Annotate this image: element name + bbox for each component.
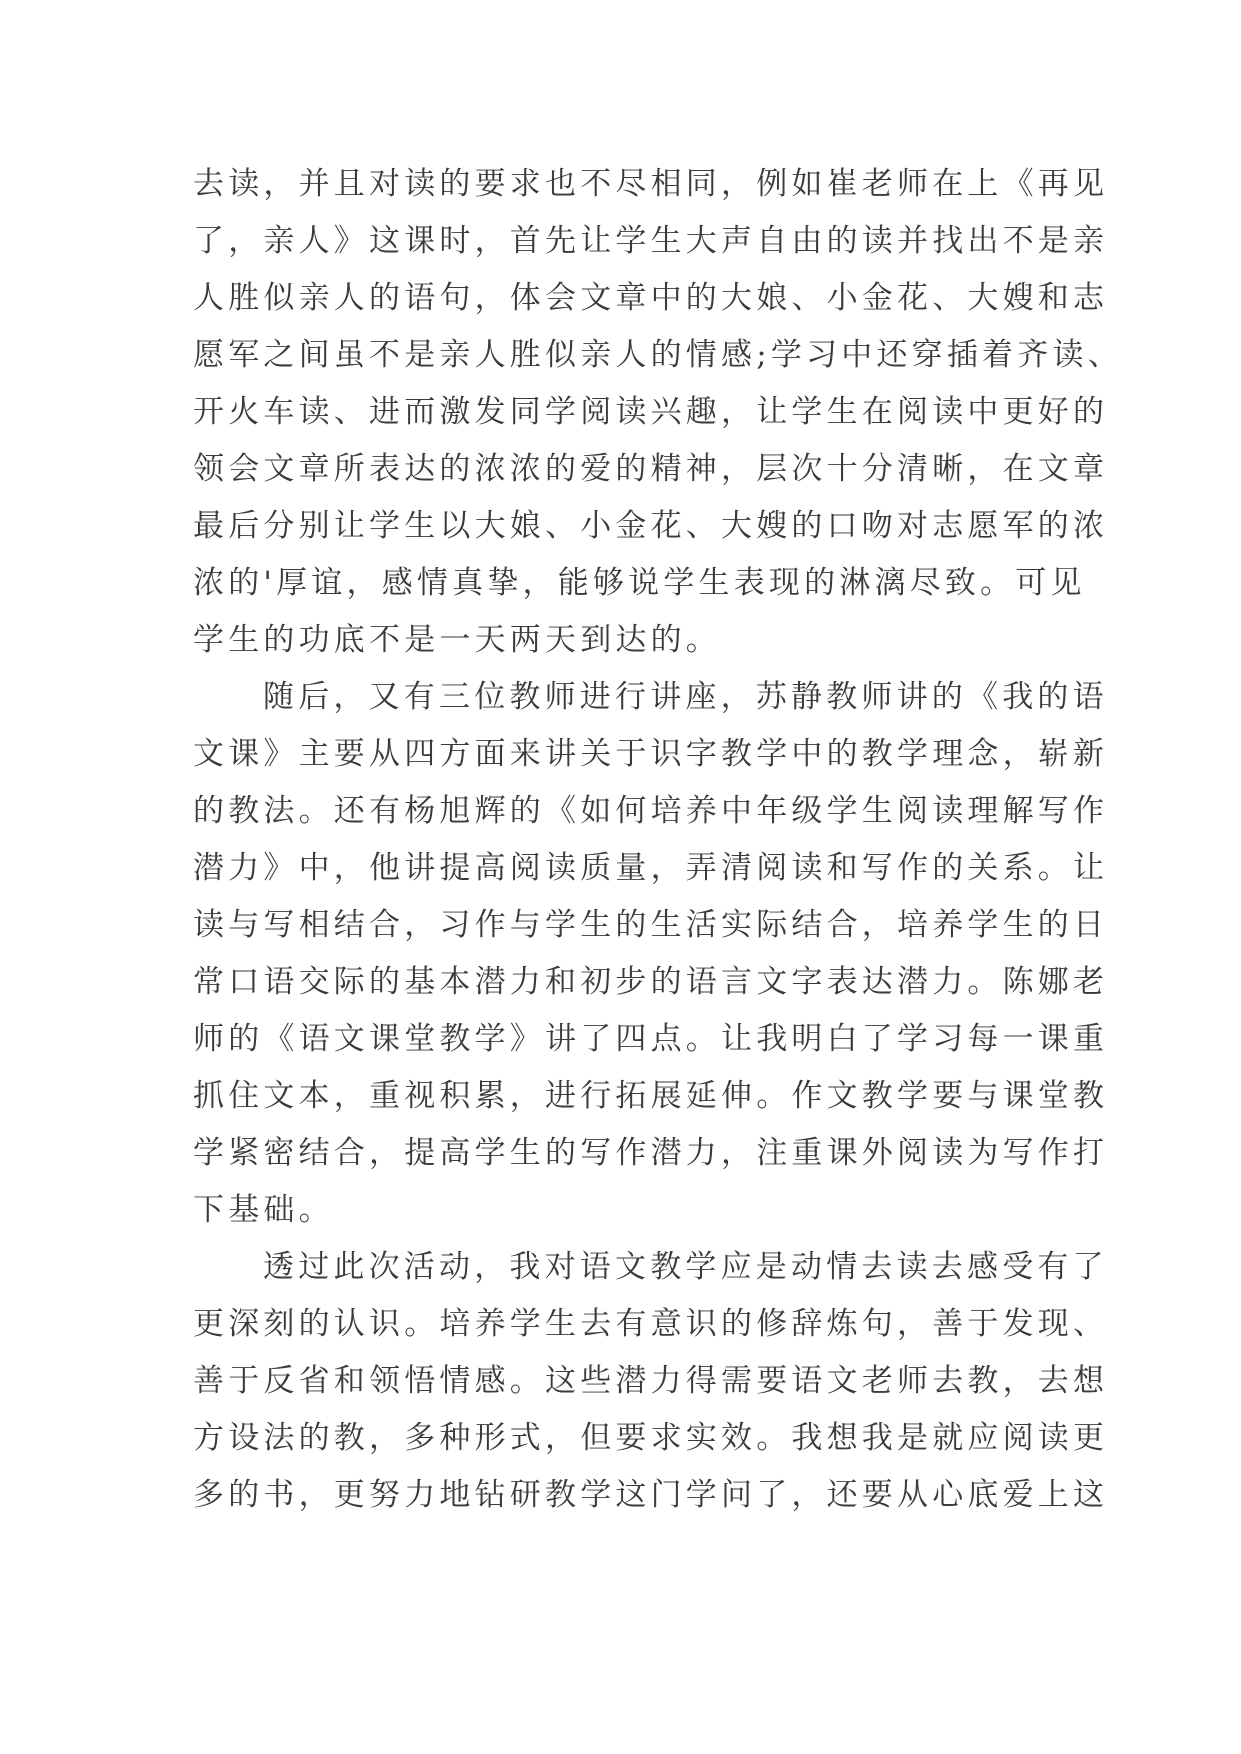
text-line: 最后分别让学生以大娘、小金花、大嫂的口吻对志愿军的浓 <box>193 508 1109 544</box>
text-line: 方设法的教，多种形式，但要求实效。我想我是就应阅读更 <box>193 1420 1109 1456</box>
text-line: 师的《语文课堂教学》讲了四点。让我明白了学习每一课重 <box>193 1021 1109 1057</box>
paragraph-first-line: 透过此次活动，我对语文教学应是动情去读去感受有了 <box>263 1249 1108 1285</box>
text-line: 读与写相结合，习作与学生的生活实际结合，培养学生的日 <box>193 907 1109 943</box>
paragraph-first-line: 随后，又有三位教师进行讲座，苏静教师讲的《我的语 <box>263 679 1108 715</box>
text-line: 抓住文本，重视积累，进行拓展延伸。作文教学要与课堂教 <box>193 1078 1109 1114</box>
text-line: 了，亲人》这课时，首先让学生大声自由的读并找出不是亲 <box>193 223 1109 259</box>
text-line: 常口语交际的基本潜力和初步的语言文字表达潜力。陈娜老 <box>193 964 1109 1000</box>
text-line: 学生的功底不是一天两天到达的。 <box>193 622 721 658</box>
text-line: 潜力》中，他讲提高阅读质量，弄清阅读和写作的关系。让 <box>193 850 1109 886</box>
text-line: 去读，并且对读的要求也不尽相同，例如崔老师在上《再见 <box>193 166 1109 202</box>
text-line: 人胜似亲人的语句，体会文章中的大娘、小金花、大嫂和志 <box>193 280 1109 316</box>
text-line: 的教法。还有杨旭辉的《如何培养中年级学生阅读理解写作 <box>193 793 1109 829</box>
text-line: 学紧密结合，提高学生的写作潜力，注重课外阅读为写作打 <box>193 1135 1109 1171</box>
text-line: 多的书，更努力地钻研教学这门学问了，还要从心底爱上这 <box>193 1477 1109 1513</box>
body-text <box>193 156 1123 1524</box>
text-line: 开火车读、进而激发同学阅读兴趣，让学生在阅读中更好的 <box>193 394 1109 430</box>
text-line: 文课》主要从四方面来讲关于识字教学中的教学理念，崭新 <box>193 736 1109 772</box>
text-line: 浓的'厚谊，感情真挚，能够说学生表现的淋漓尽致。可见 <box>193 565 1086 601</box>
text-line: 愿军之间虽不是亲人胜似亲人的情感;学习中还穿插着齐读、 <box>193 337 1123 373</box>
text-line: 领会文章所表达的浓浓的爱的精神，层次十分清晰，在文章 <box>193 451 1109 487</box>
text-line: 更深刻的认识。培养学生去有意识的修辞炼句，善于发现、 <box>193 1306 1109 1342</box>
text-line: 下基础。 <box>193 1192 334 1228</box>
text-line: 善于反省和领悟情感。这些潜力得需要语文老师去教，去想 <box>193 1363 1109 1399</box>
